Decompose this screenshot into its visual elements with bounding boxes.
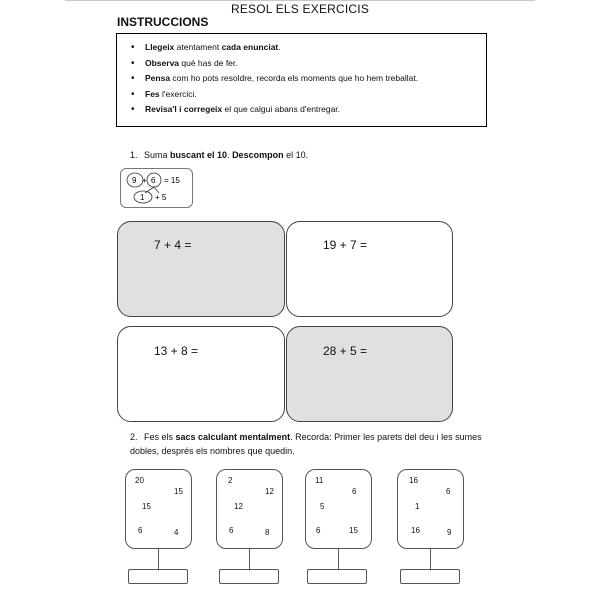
instruction-item: • Llegeix atentament cada enunciat. — [127, 40, 486, 56]
instructions-heading: INSTRUCCIONS — [117, 15, 209, 29]
instruction-item: • Fes l'exercici. — [127, 87, 486, 103]
worked-example — [120, 168, 193, 208]
bag-number: 6 — [229, 526, 234, 535]
instructions-box — [116, 33, 487, 127]
bag-number: 1 — [415, 502, 420, 511]
bag-neck — [338, 548, 339, 570]
sum-expression: 19 + 7 = — [323, 238, 368, 252]
split-line — [145, 187, 154, 193]
exercise-1-prompt: 1. Suma buscant el 10. Descompon el 10. — [130, 150, 309, 160]
bag-number: 8 — [265, 528, 270, 537]
page-title: RESOL ELS EXERCICIS — [230, 2, 370, 16]
bag-answer-box[interactable] — [400, 569, 460, 584]
bag-number: 6 — [316, 526, 321, 535]
bag-number: 2 — [228, 476, 233, 485]
bag-number: 16 — [409, 476, 418, 485]
bag-number: 4 — [174, 528, 179, 537]
bag-number: 12 — [265, 487, 274, 496]
bag-answer-box[interactable] — [219, 569, 279, 584]
sum-card[interactable] — [286, 221, 453, 317]
bag-number: 16 — [411, 526, 420, 535]
example-a: 9 — [132, 176, 137, 185]
instructions-list — [127, 40, 486, 118]
bag-number: 6 — [352, 487, 357, 496]
bag-number: 15 — [349, 526, 358, 535]
top-rule — [65, 0, 535, 1]
sum-expression: 7 + 4 = — [154, 238, 192, 252]
bag-number: 15 — [142, 502, 151, 511]
instruction-item: • Pensa com ho pots resoldre, recorda els moments que ho hem treballat. — [127, 71, 486, 87]
example-result: = 15 — [164, 176, 180, 185]
instruction-item: • Observa què has de fer. — [127, 56, 486, 72]
bag-neck — [249, 548, 250, 570]
bag-number: 9 — [447, 528, 452, 537]
example-d2: + 5 — [155, 193, 167, 202]
bag-number: 12 — [234, 502, 243, 511]
bag-number: 6 — [446, 487, 451, 496]
bag-answer-box[interactable] — [128, 569, 188, 584]
example-d1: 1 — [140, 193, 145, 202]
bag-number: 15 — [174, 487, 183, 496]
number-bag — [125, 469, 192, 549]
exercise-2-prompt: 2. Fes els sacs calculant mentalment. Recorda: Primer les parets del deu i les sumes dobles, després els nombres que quedin. — [130, 432, 482, 456]
instruction-item: • Revisa'l i corregeix el que calgui abans d'entregar. — [127, 102, 486, 118]
bag-neck — [158, 548, 159, 570]
bag-number: 6 — [138, 526, 143, 535]
example-plus: + — [142, 176, 147, 185]
sum-card[interactable] — [286, 326, 453, 422]
bag-neck — [430, 548, 431, 570]
sum-card[interactable] — [117, 326, 285, 422]
number-bag — [397, 469, 464, 549]
bag-answer-box[interactable] — [307, 569, 367, 584]
bag-number: 11 — [315, 476, 324, 485]
sum-card[interactable] — [117, 221, 285, 317]
number-bag — [216, 469, 283, 549]
worked-example-drawing — [121, 169, 194, 209]
bag-number: 5 — [320, 502, 325, 511]
example-b: 6 — [151, 176, 156, 185]
number-bag — [305, 469, 372, 549]
sum-expression: 28 + 5 = — [323, 344, 368, 358]
sum-expression: 13 + 8 = — [154, 344, 199, 358]
bag-number: 20 — [135, 476, 144, 485]
